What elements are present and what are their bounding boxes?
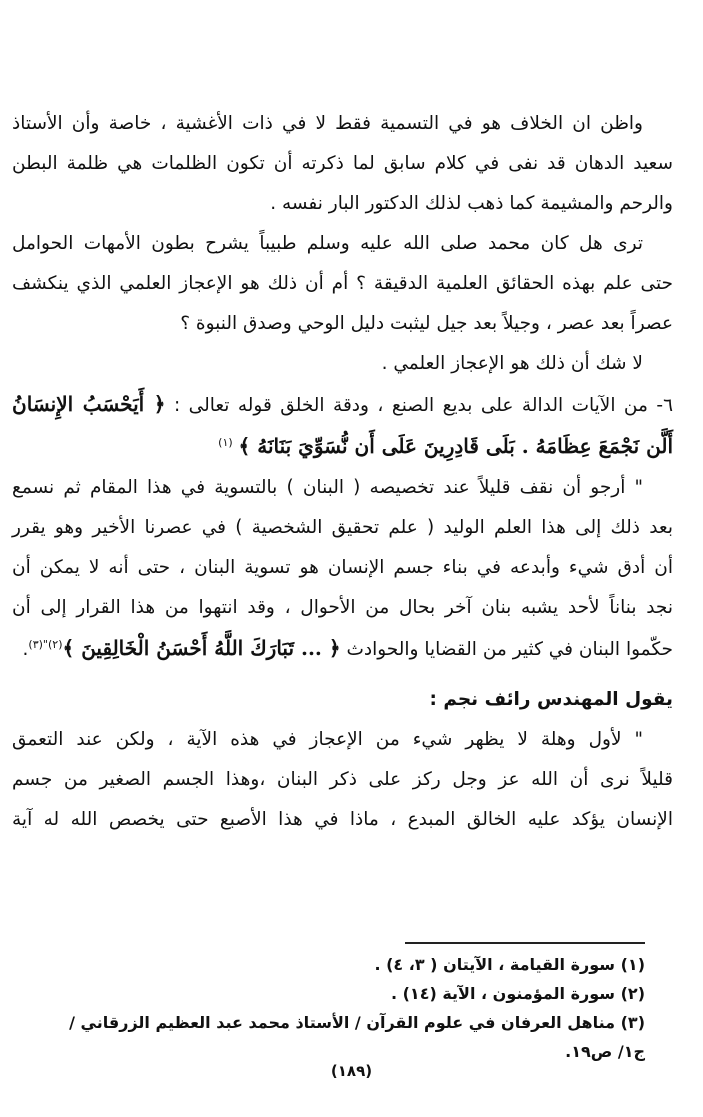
quote-line: " أرجو أن نقف قليلاً عند تخصيصه ( البنان ) بالتسوية في هذا المقام ثم نسمع [12, 477, 643, 498]
body-line: " لأول وهلة لا يظهر شيء من الإعجاز في هذه الآية ، ولكن عند التعمق [12, 729, 643, 750]
item-6-line [12, 426, 673, 468]
item-6-prefix: ٦- من الآيات الدالة على بديع الصنع ، ودقة الخلق قوله تعالى : [173, 395, 673, 416]
quran-verse: أَلَّن نَجْمَعَ عِظَامَهُ . بَلَى قَادِرِينَ عَلَى أَن نُّسَوِّيَ بَنَانَهُ ﴾ [238, 434, 673, 458]
footnote: (٢) سورة المؤمنون ، الآية (١٤) . [390, 984, 645, 1003]
quote-end: . [22, 639, 29, 660]
body-line: لا شك أن ذلك هو الإعجاز العلمي . [381, 353, 643, 374]
body-line: عصراً بعد عصر ، وجيلاً بعد جيل ليثبت دليل الوحي وصدق النبوة ؟ [180, 313, 673, 334]
body-line: واظن ان الخلاف هو في التسمية فقط لا في ذات الأغشية ، خاصة وأن الأستاذ [12, 113, 643, 134]
section-heading: يقول المهندس رائف نجم : [429, 689, 673, 710]
quote-line: نجد بناناً لأحد يشبه بنان آخر بحال من الأحوال ، وقد انتهوا من هذا القرار إلى أن [12, 597, 673, 618]
quote-line: أن أدق شيء وأبدعه في بناء جسم الإنسان هو تسوية البنان ، حتى أنه لا يمكن أن [12, 557, 673, 578]
footnote: (٣) مناهل العرفان في علوم القرآن / الأستاذ محمد عبد العظيم الزرقاني / ج١/ ص١٩. [69, 1013, 645, 1061]
item-6-line [12, 384, 673, 426]
footnote-ref: (١) [218, 435, 233, 449]
footnote-separator [405, 942, 645, 944]
footnotes [40, 950, 645, 1066]
body-line: حتى علم بهذه الحقائق العلمية الدقيقة ؟ أم أن ذلك هو الإعجاز العلمي الذي ينكشف [12, 273, 673, 294]
body-line: سعيد الدهان قد نفى في كلام سابق لما ذكرته أن تكون الظلمات هي ظلمة البطن [12, 153, 673, 174]
quote-text: حكّموا البنان في كثير من القضايا والحوادث [346, 639, 673, 660]
quote-line [12, 628, 673, 670]
quran-verse: ﴿ ... تَبَارَكَ اللَّهُ أَحْسَنُ الْخَالِقِينَ ﴾ [62, 636, 341, 660]
body-line: والرحم والمشيمة كما ذهب لذلك الدكتور البار نفسه . [270, 193, 673, 214]
quran-verse: ﴿ أَيَحْسَبُ الإِنسَانُ [12, 392, 166, 416]
quote-line: بعد ذلك إلى هذا العلم الوليد ( علم تحقيق الشخصية ) في عصرنا الأخير وهو يقرر [12, 517, 673, 538]
footnote-ref: (٢)"(٣) [28, 637, 63, 651]
page-number: (١٨٩) [330, 1062, 373, 1080]
body-line: الإنسان يؤكد عليه الخالق المبدع ، ماذا في هذا الأصبع حتى يخصص الله له آية [12, 809, 673, 830]
footnote: (١) سورة القيامة ، الآيتان ( ٣، ٤) . [374, 955, 645, 974]
body-line: قليلاً نرى أن الله عز وجل ركز على ذكر البنان ،وهذا الجسم الصغير من جسم [12, 769, 673, 790]
body-line: ترى هل كان محمد صلى الله عليه وسلم طبيباً يشرح بطون الأمهات الحوامل [12, 233, 643, 254]
main-text [12, 104, 673, 840]
